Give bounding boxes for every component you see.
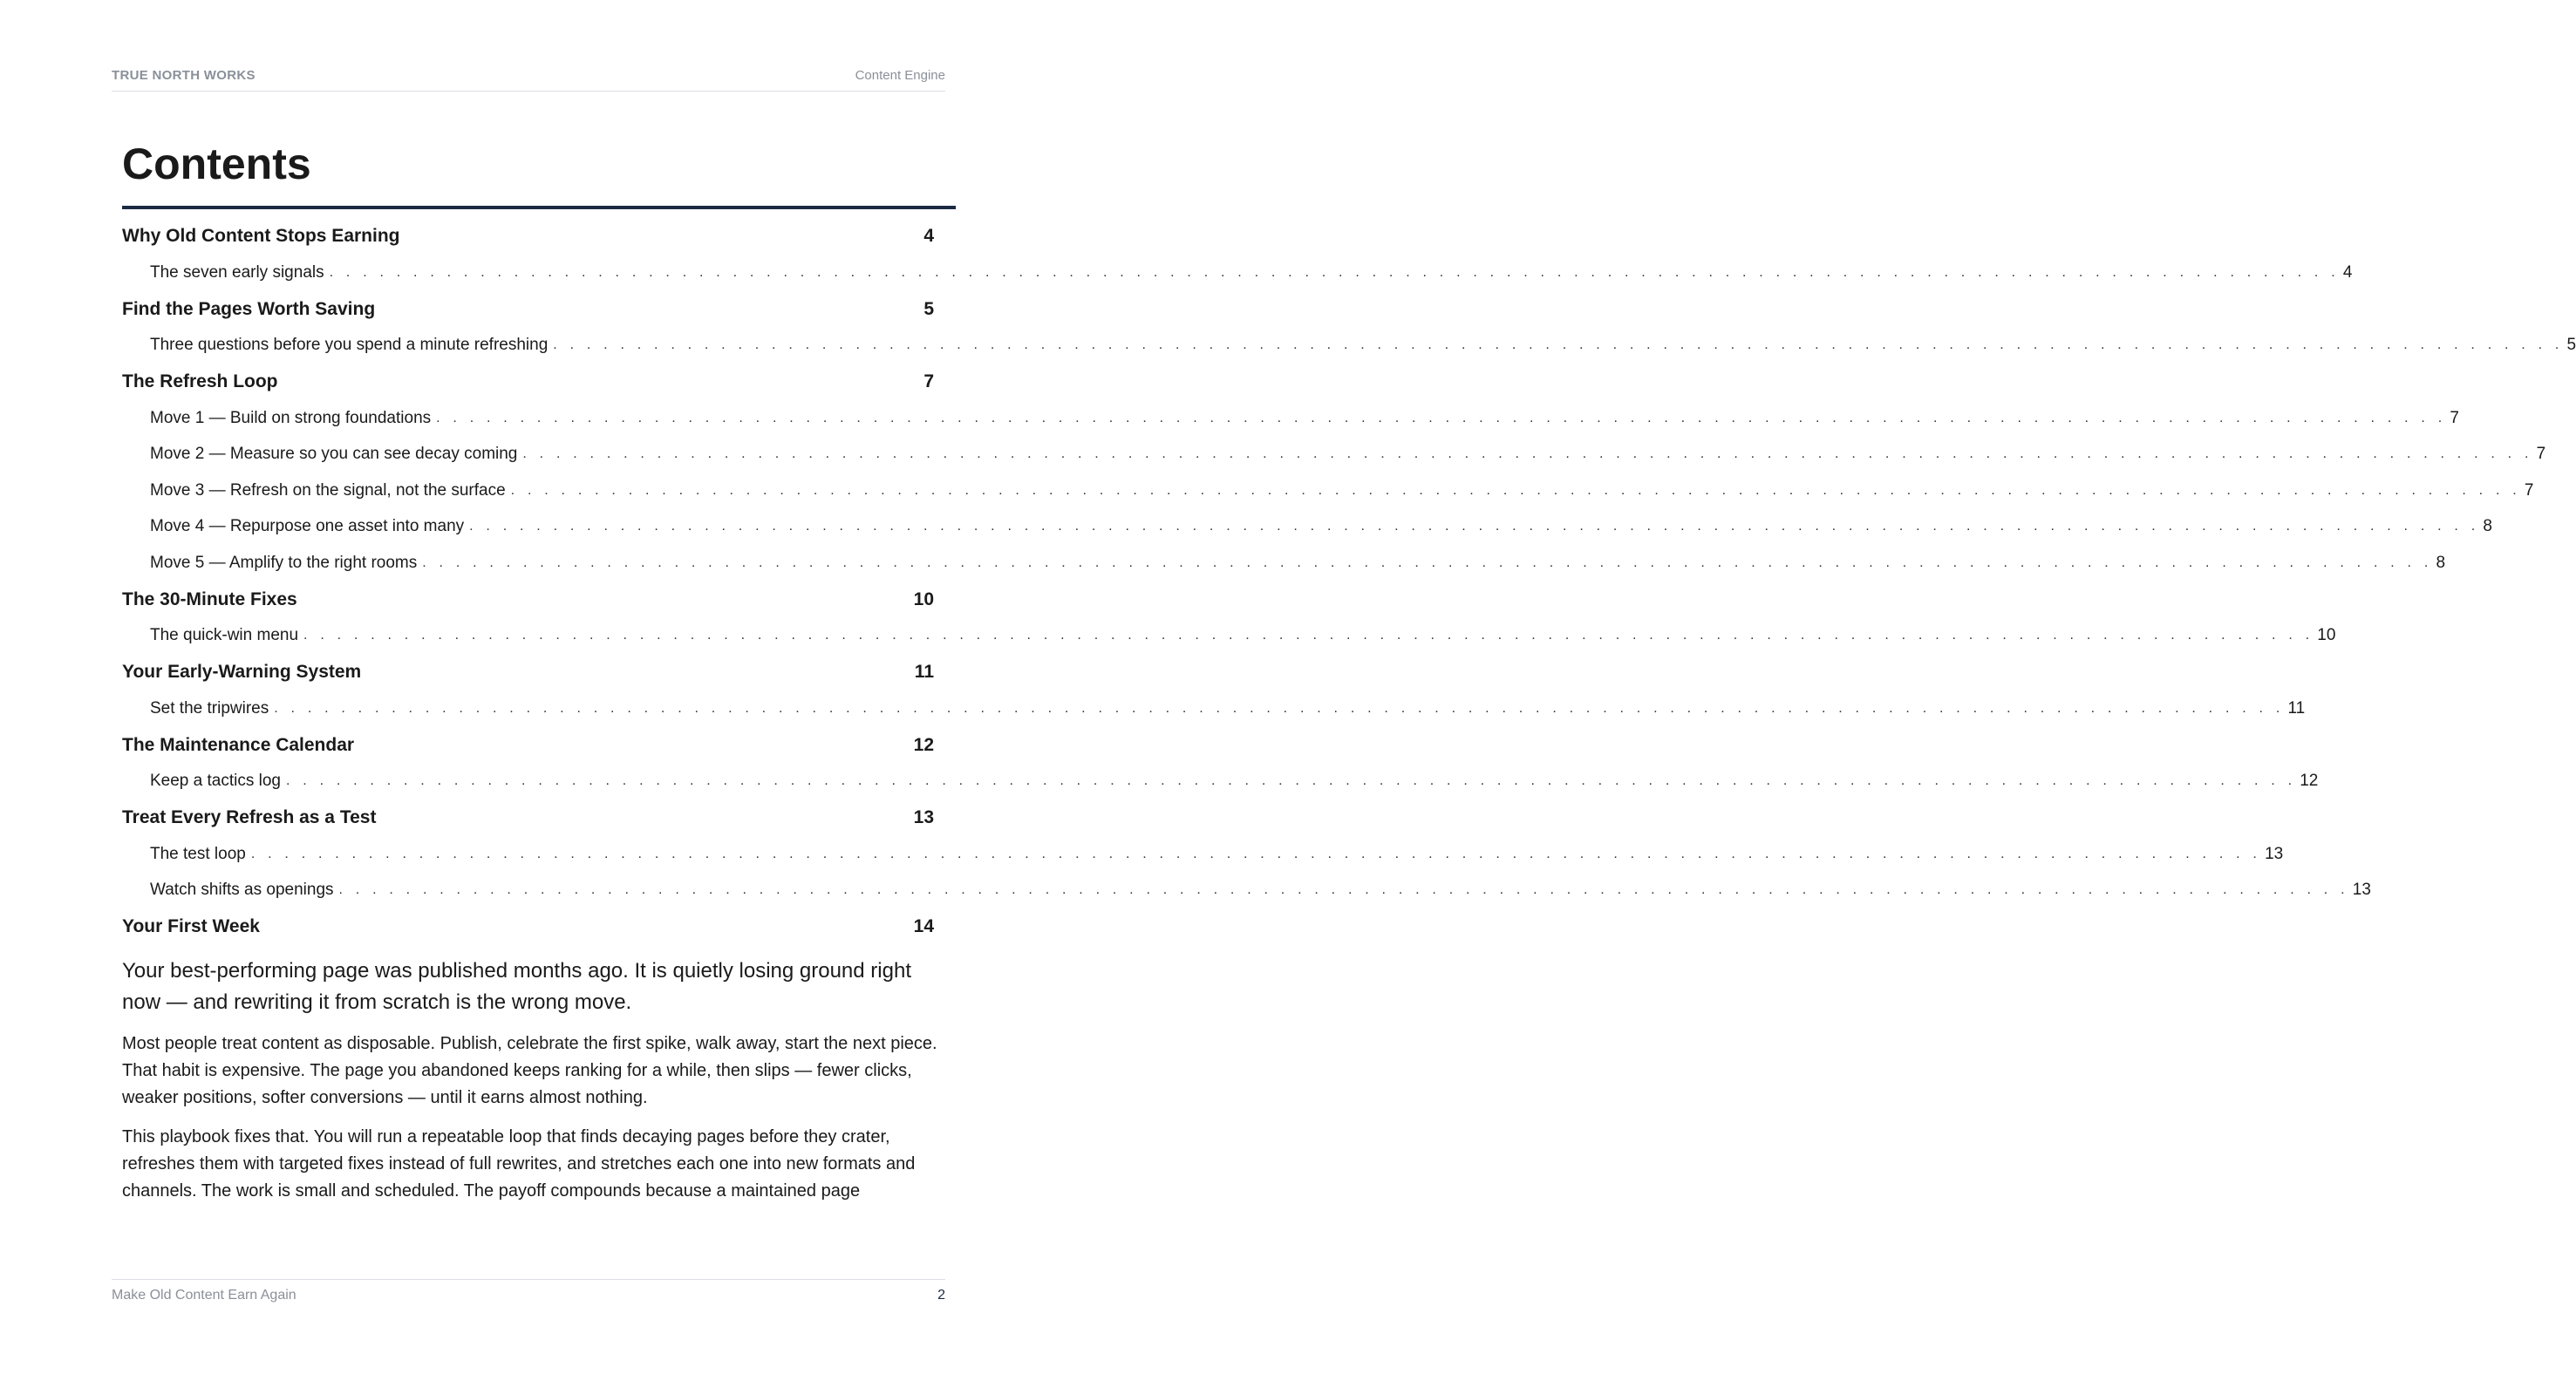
toc-subsection-page: 10 bbox=[2317, 626, 2336, 645]
toc-subsection-page: 7 bbox=[2450, 408, 2459, 427]
toc-section-title: Find the Pages Worth Saving bbox=[122, 298, 376, 319]
toc-subsection-page: 5 bbox=[2566, 336, 2576, 355]
toc-subsection-title: Move 4 — Repurpose one asset into many bbox=[150, 517, 465, 536]
toc-subsection-entry[interactable] bbox=[122, 509, 2492, 546]
toc-section-page: 7 bbox=[923, 371, 934, 391]
toc-section-page: 4 bbox=[923, 226, 934, 246]
document-name: Content Engine bbox=[855, 68, 945, 83]
dot-leader: . . . . . . . . . . . . . . . . . . . . . . . . . . . . . . . . . . . . . . . . . . . . . . . . . . . . . . . . . . . . . . . . . . . . . . . . . . . . . . . . . . . . . . . . . . . . . . . . . . . . . . . . . . . . . . . . . . . . . . . . bbox=[285, 773, 2297, 789]
toc-section-title: The 30-Minute Fixes bbox=[122, 588, 297, 609]
toc-section-page: 14 bbox=[913, 916, 934, 936]
toc-subsection-title: The quick-win menu bbox=[150, 626, 299, 645]
dot-leader: . . . . . . . . . . . . . . . . . . . . . . . . . . . . . . . . . . . . . . . . . . . . . . . . . . . . . . . . . . . . . . . . . . . . . . . . . . . . . . . . . . . . . . . . . . . . . . . . . . . . . . . . . . . . . . . . . . . . . . . . bbox=[510, 482, 2521, 498]
toc-subsection-entry[interactable] bbox=[122, 690, 2306, 727]
toc-section-title: The Maintenance Calendar bbox=[122, 734, 355, 755]
toc-section-page: 11 bbox=[914, 662, 934, 682]
toc-section-page: 10 bbox=[913, 588, 934, 609]
footer-title: Make Old Content Earn Again bbox=[112, 1288, 296, 1303]
toc-subsection-title: Move 2 — Measure so you can see decay coming bbox=[150, 445, 518, 464]
toc-section-entry[interactable] bbox=[122, 727, 934, 764]
dot-leader: . . . . . . . . . . . . . . . . . . . . . . . . . . . . . . . . . . . . . . . . . . . . . . . . . . . . . . . . . . . . . . . . . . . . . . . . . . . . . . . . . . . . . . . . . . . . . . . . . . . . . . . . . . . . . . . . . . . . . . . . bbox=[553, 337, 2564, 353]
dot-leader: . . . . . . . . . . . . . . . . . . . . . . . . . . . . . . . . . . . . . . . . . . . . . . . . . . . . . . . . . . . . . . . . . . . . . . . . . . . . . . . . . . . . . . . . . . . . . . . . . . . . . . . . . . . . . . . . . . . . . . . . bbox=[436, 410, 2447, 425]
toc-subsection-entry[interactable] bbox=[122, 764, 2319, 800]
brand-name: TRUE NORTH WORKS bbox=[112, 68, 256, 83]
page-number: 2 bbox=[937, 1288, 945, 1303]
toc-subsection-page: 11 bbox=[2287, 698, 2306, 718]
toc-subsection-page: 8 bbox=[2483, 517, 2492, 536]
dot-leader: . . . . . . . . . . . . . . . . . . . . . . . . . . . . . . . . . . . . . . . . . . . . . . . . . . . . . . . . . . . . . . . . . . . . . . . . . . . . . . . . . . . . . . . . . . . . . . . . . . . . . . . . . . . . . . . . . . . . . . . . bbox=[303, 628, 2314, 643]
toc-section-title: Treat Every Refresh as a Test bbox=[122, 807, 377, 827]
toc-subsection-title: Watch shifts as openings bbox=[150, 881, 334, 900]
toc-subsection-page: 4 bbox=[2342, 262, 2353, 282]
dot-leader: . . . . . . . . . . . . . . . . . . . . . . . . . . . . . . . . . . . . . . . . . . . . . . . . . . . . . . . . . . . . . . . . . . . . . . . . . . . . . . . . . . . . . . . . . . . . . . . . . . . . . . . . . . . . . . . . . . . . . . . . bbox=[274, 700, 2285, 716]
dot-leader: . . . . . . . . . . . . . . . . . . . . . . . . . . . . . . . . . . . . . . . . . . . . . . . . . . . . . . . . . . . . . . . . . . . . . . . . . . . . . . . . . . . . . . . . . . . . . . . . . . . . . . . . . . . . . . . . . . . . . . . . bbox=[329, 264, 2340, 280]
dot-leader: . . . . . . . . . . . . . . . . . . . . . . . . . . . . . . . . . . . . . . . . . . . . . . . . . . . . . . . . . . . . . . . . . . . . . . . . . . . . . . . . . . . . . . . . . . . . . . . . . . . . . . . . . . . . . . . . . . . . . . . . bbox=[469, 519, 2480, 534]
toc-subsection-title: The test loop bbox=[150, 844, 246, 863]
toc-section-entry[interactable] bbox=[122, 218, 934, 255]
toc-section-entry[interactable] bbox=[122, 799, 934, 836]
toc-section-page: 5 bbox=[923, 298, 934, 319]
toc-subsection-entry[interactable] bbox=[122, 836, 2284, 873]
toc-section-entry[interactable] bbox=[122, 291, 934, 328]
toc-section-title: Your Early-Warning System bbox=[122, 662, 362, 682]
contents-heading: Contents bbox=[122, 139, 311, 188]
toc-subsection-title: Three questions before you spend a minute refreshing bbox=[150, 336, 549, 355]
toc-subsection-title: Set the tripwires bbox=[150, 698, 269, 718]
toc-subsection-title: Keep a tactics log bbox=[150, 772, 281, 791]
dot-leader: . . . . . . . . . . . . . . . . . . . . . . . . . . . . . . . . . . . . . . . . . . . . . . . . . . . . . . . . . . . . . . . . . . . . . . . . . . . . . . . . . . . . . . . . . . . . . . . . . . . . . . . . . . . . . . . . . . . . . . . . bbox=[422, 554, 2433, 570]
toc-subsection-title: Move 1 — Build on strong foundations bbox=[150, 408, 432, 427]
toc-subsection-page: 13 bbox=[2265, 844, 2284, 863]
running-footer bbox=[112, 1279, 945, 1303]
toc-subsection-entry[interactable] bbox=[122, 873, 2371, 909]
intro-lead: Your best-performing page was published months ago. It is quietly losing ground right now — and rewriting it from scratch is the wrong move. bbox=[122, 959, 911, 1014]
toc-subsection-title: The seven early signals bbox=[150, 262, 324, 282]
toc-section-entry[interactable] bbox=[122, 654, 934, 690]
table-of-contents bbox=[122, 218, 2576, 945]
toc-subsection-entry[interactable] bbox=[122, 473, 2534, 509]
toc-section-entry[interactable] bbox=[122, 908, 934, 945]
toc-subsection-page: 12 bbox=[2300, 772, 2319, 791]
toc-subsection-entry[interactable] bbox=[122, 618, 2336, 655]
page-content bbox=[122, 131, 2576, 1205]
toc-section-title: Why Old Content Stops Earning bbox=[122, 226, 400, 246]
dot-leader: . . . . . . . . . . . . . . . . . . . . . . . . . . . . . . . . . . . . . . . . . . . . . . . . . . . . . . . . . . . . . . . . . . . . . . . . . . . . . . . . . . . . . . . . . . . . . . . . . . . . . . . . . . . . . . . . . . . . . . . . bbox=[522, 446, 2533, 462]
toc-subsection-page: 7 bbox=[2524, 480, 2534, 500]
toc-subsection-page: 8 bbox=[2436, 553, 2446, 572]
toc-section-title: The Refresh Loop bbox=[122, 371, 278, 391]
toc-subsection-entry[interactable] bbox=[122, 328, 2576, 364]
intro-paragraph-1: Most people treat content as disposable. Publish, celebrate the first spike, walk away, start the next piece. That habit is expensive. The page you abandoned keeps ranking for a while, then slips — fewer clicks, weaker positions, softer conversions — until it earns almost nothing. bbox=[122, 1034, 937, 1107]
toc-subsection-entry[interactable] bbox=[122, 400, 2459, 437]
toc-subsection-entry[interactable] bbox=[122, 545, 2446, 582]
intro-paragraph-2: This playbook fixes that. You will run a repeatable loop that finds decaying pages before they crater, refreshes them with targeted fixes instead of full rewrites, and stretches each one into new formats and channels. The work is small and scheduled. The payoff compounds because a maintained page bbox=[122, 1127, 916, 1201]
toc-section-entry[interactable] bbox=[122, 582, 934, 618]
dot-leader: . . . . . . . . . . . . . . . . . . . . . . . . . . . . . . . . . . . . . . . . . . . . . . . . . . . . . . . . . . . . . . . . . . . . . . . . . . . . . . . . . . . . . . . . . . . . . . . . . . . . . . . . . . . . . . . . . . . . . . . . bbox=[250, 846, 2262, 861]
toc-subsection-page: 7 bbox=[2536, 445, 2546, 464]
dot-leader: . . . . . . . . . . . . . . . . . . . . . . . . . . . . . . . . . . . . . . . . . . . . . . . . . . . . . . . . . . . . . . . . . . . . . . . . . . . . . . . . . . . . . . . . . . . . . . . . . . . . . . . . . . . . . . . . . . . . . . . . bbox=[338, 882, 2349, 898]
toc-section-page: 13 bbox=[913, 807, 934, 827]
toc-subsection-title: Move 5 — Amplify to the right rooms bbox=[150, 553, 418, 572]
heading-rule bbox=[122, 206, 956, 209]
toc-section-entry[interactable] bbox=[122, 364, 934, 400]
toc-subsection-entry[interactable] bbox=[122, 255, 2353, 291]
running-header bbox=[112, 68, 945, 92]
toc-subsection-page: 13 bbox=[2352, 881, 2371, 900]
toc-subsection-title: Move 3 — Refresh on the signal, not the surface bbox=[150, 480, 506, 500]
toc-section-title: Your First Week bbox=[122, 916, 260, 936]
toc-subsection-entry[interactable] bbox=[122, 437, 2546, 473]
toc-section-page: 12 bbox=[913, 734, 934, 755]
